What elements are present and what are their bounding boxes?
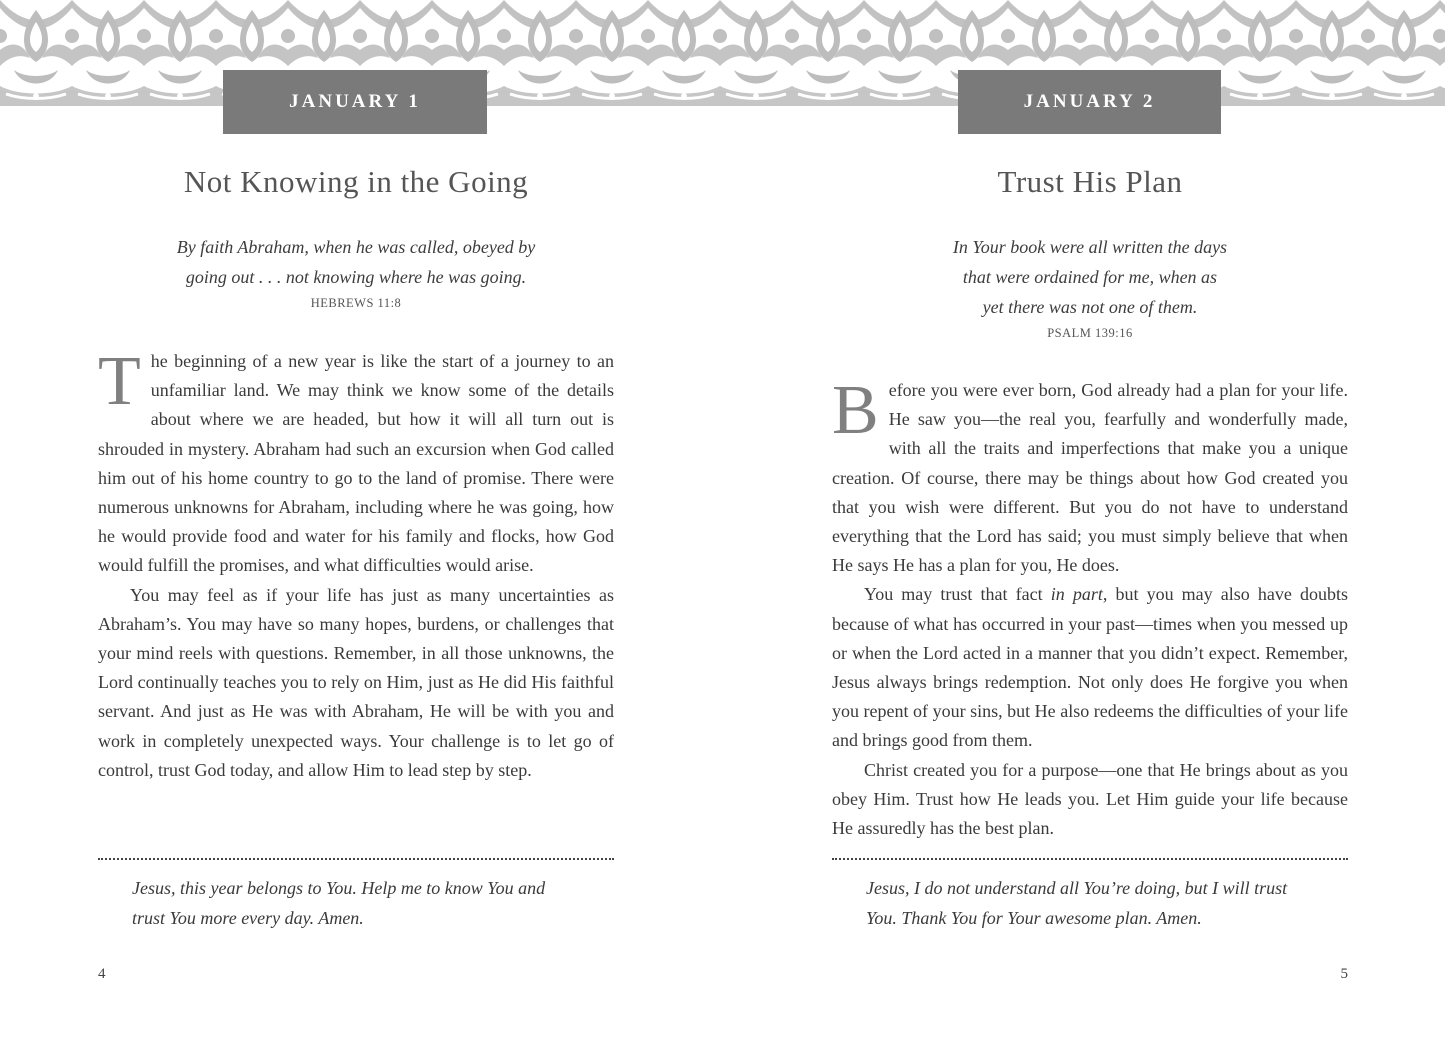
body-paragraph: You may feel as if your life has just as many uncertainties as Abraham’s. You may have so many hopes, burdens, or challenges that your mind reels with questions. Remember, in all those unknowns, the Lord continually teaches you to rely on Him, just as He did His faithful servant. And just as He was with Abraham, He will be with you and work in completely unexpected ways. Your challenge is to let go of control, trust God today, and allow Him to lead step by step. <box>98 584 614 780</box>
verse-line: going out . . . not knowing where he was going. <box>185 267 527 287</box>
paragraph-text: efore you were ever born, God already had a plan for your life. He saw you—the real you, fearfully and wonderfully made, with all the traits and imperfections that make you a unique creation. Of course, there may be things about how God created you that you wish were different. But you do not have to understand everything that the Lord has said; you must simply believe that when He says He has a plan for you, He does. <box>832 380 1348 576</box>
verse-line: In Your book were all written the days <box>952 237 1228 257</box>
date-tab: JANUARY 2 <box>958 70 1221 134</box>
body-paragraph <box>98 343 614 581</box>
devotion-title: Trust His Plan <box>997 164 1183 199</box>
verse-line: yet there was not one of them. <box>982 297 1198 317</box>
paragraph-text: You may trust that fact <box>864 584 1051 605</box>
devotion-body <box>98 343 614 785</box>
right-page <box>832 0 1348 1051</box>
dotted-divider <box>98 858 614 860</box>
prayer-line: Jesus, this year belongs to You. Help me to know You and <box>132 878 546 898</box>
prayer-line: trust You more every day. Amen. <box>132 908 364 928</box>
verse-reference: PSALM 139:16 <box>1047 326 1133 340</box>
prayer-line: You. Thank You for Your awesome plan. Amen. <box>866 908 1202 928</box>
paragraph-text: he beginning of a new year is like the start of a journey to an unfamiliar land. We may think we know some of the details about where we are headed, but how it will all turn out is shrouded in mystery. Abraham had such an excursion when God called him out of his home country to go to the land of promise. There were numerous unknowns for Abraham, including where he was going, how he would provide food and water for his family and flocks, how God would fulfill the promises, and what difficulties would arise. <box>98 351 614 576</box>
drop-cap: B <box>832 372 879 449</box>
body-paragraph <box>832 580 1348 755</box>
verse-line: By faith Abraham, when he was called, obeyed by <box>176 237 536 257</box>
paragraph-text: , but you may also have doubts because of what has occurred in your past—times when you messed up or when the Lord acted in a manner that you didn’t expect. Remember, Jesus always brings redemption. Not only does He forgive you when you repent of your sins, but He also redeems the difficulties of your life and brings good from them. <box>832 584 1348 751</box>
emphasis-text: in part <box>1050 584 1103 605</box>
drop-cap: T <box>98 343 141 420</box>
verse-reference: HEBREWS 11:8 <box>310 296 402 310</box>
devotion-body <box>832 372 1348 843</box>
scripture-verse <box>98 232 614 313</box>
body-paragraph: Christ created you for a purpose—one that He brings about as you obey Him. Trust how He leads you. Let Him guide your life because He assuredly has the best plan. <box>832 759 1348 839</box>
scripture-verse <box>832 232 1348 343</box>
body-paragraph <box>832 372 1348 580</box>
closing-prayer <box>866 873 1336 933</box>
left-page <box>98 0 614 1051</box>
prayer-line: Jesus, I do not understand all You’re doing, but I will trust <box>866 878 1288 898</box>
page-number: 5 <box>1340 966 1348 982</box>
closing-prayer <box>132 873 602 933</box>
devotion-title: Not Knowing in the Going <box>183 164 529 199</box>
dotted-divider <box>832 858 1348 860</box>
verse-line: that were ordained for me, when as <box>962 267 1218 287</box>
date-tab: JANUARY 1 <box>223 70 487 134</box>
page-number: 4 <box>98 966 106 982</box>
